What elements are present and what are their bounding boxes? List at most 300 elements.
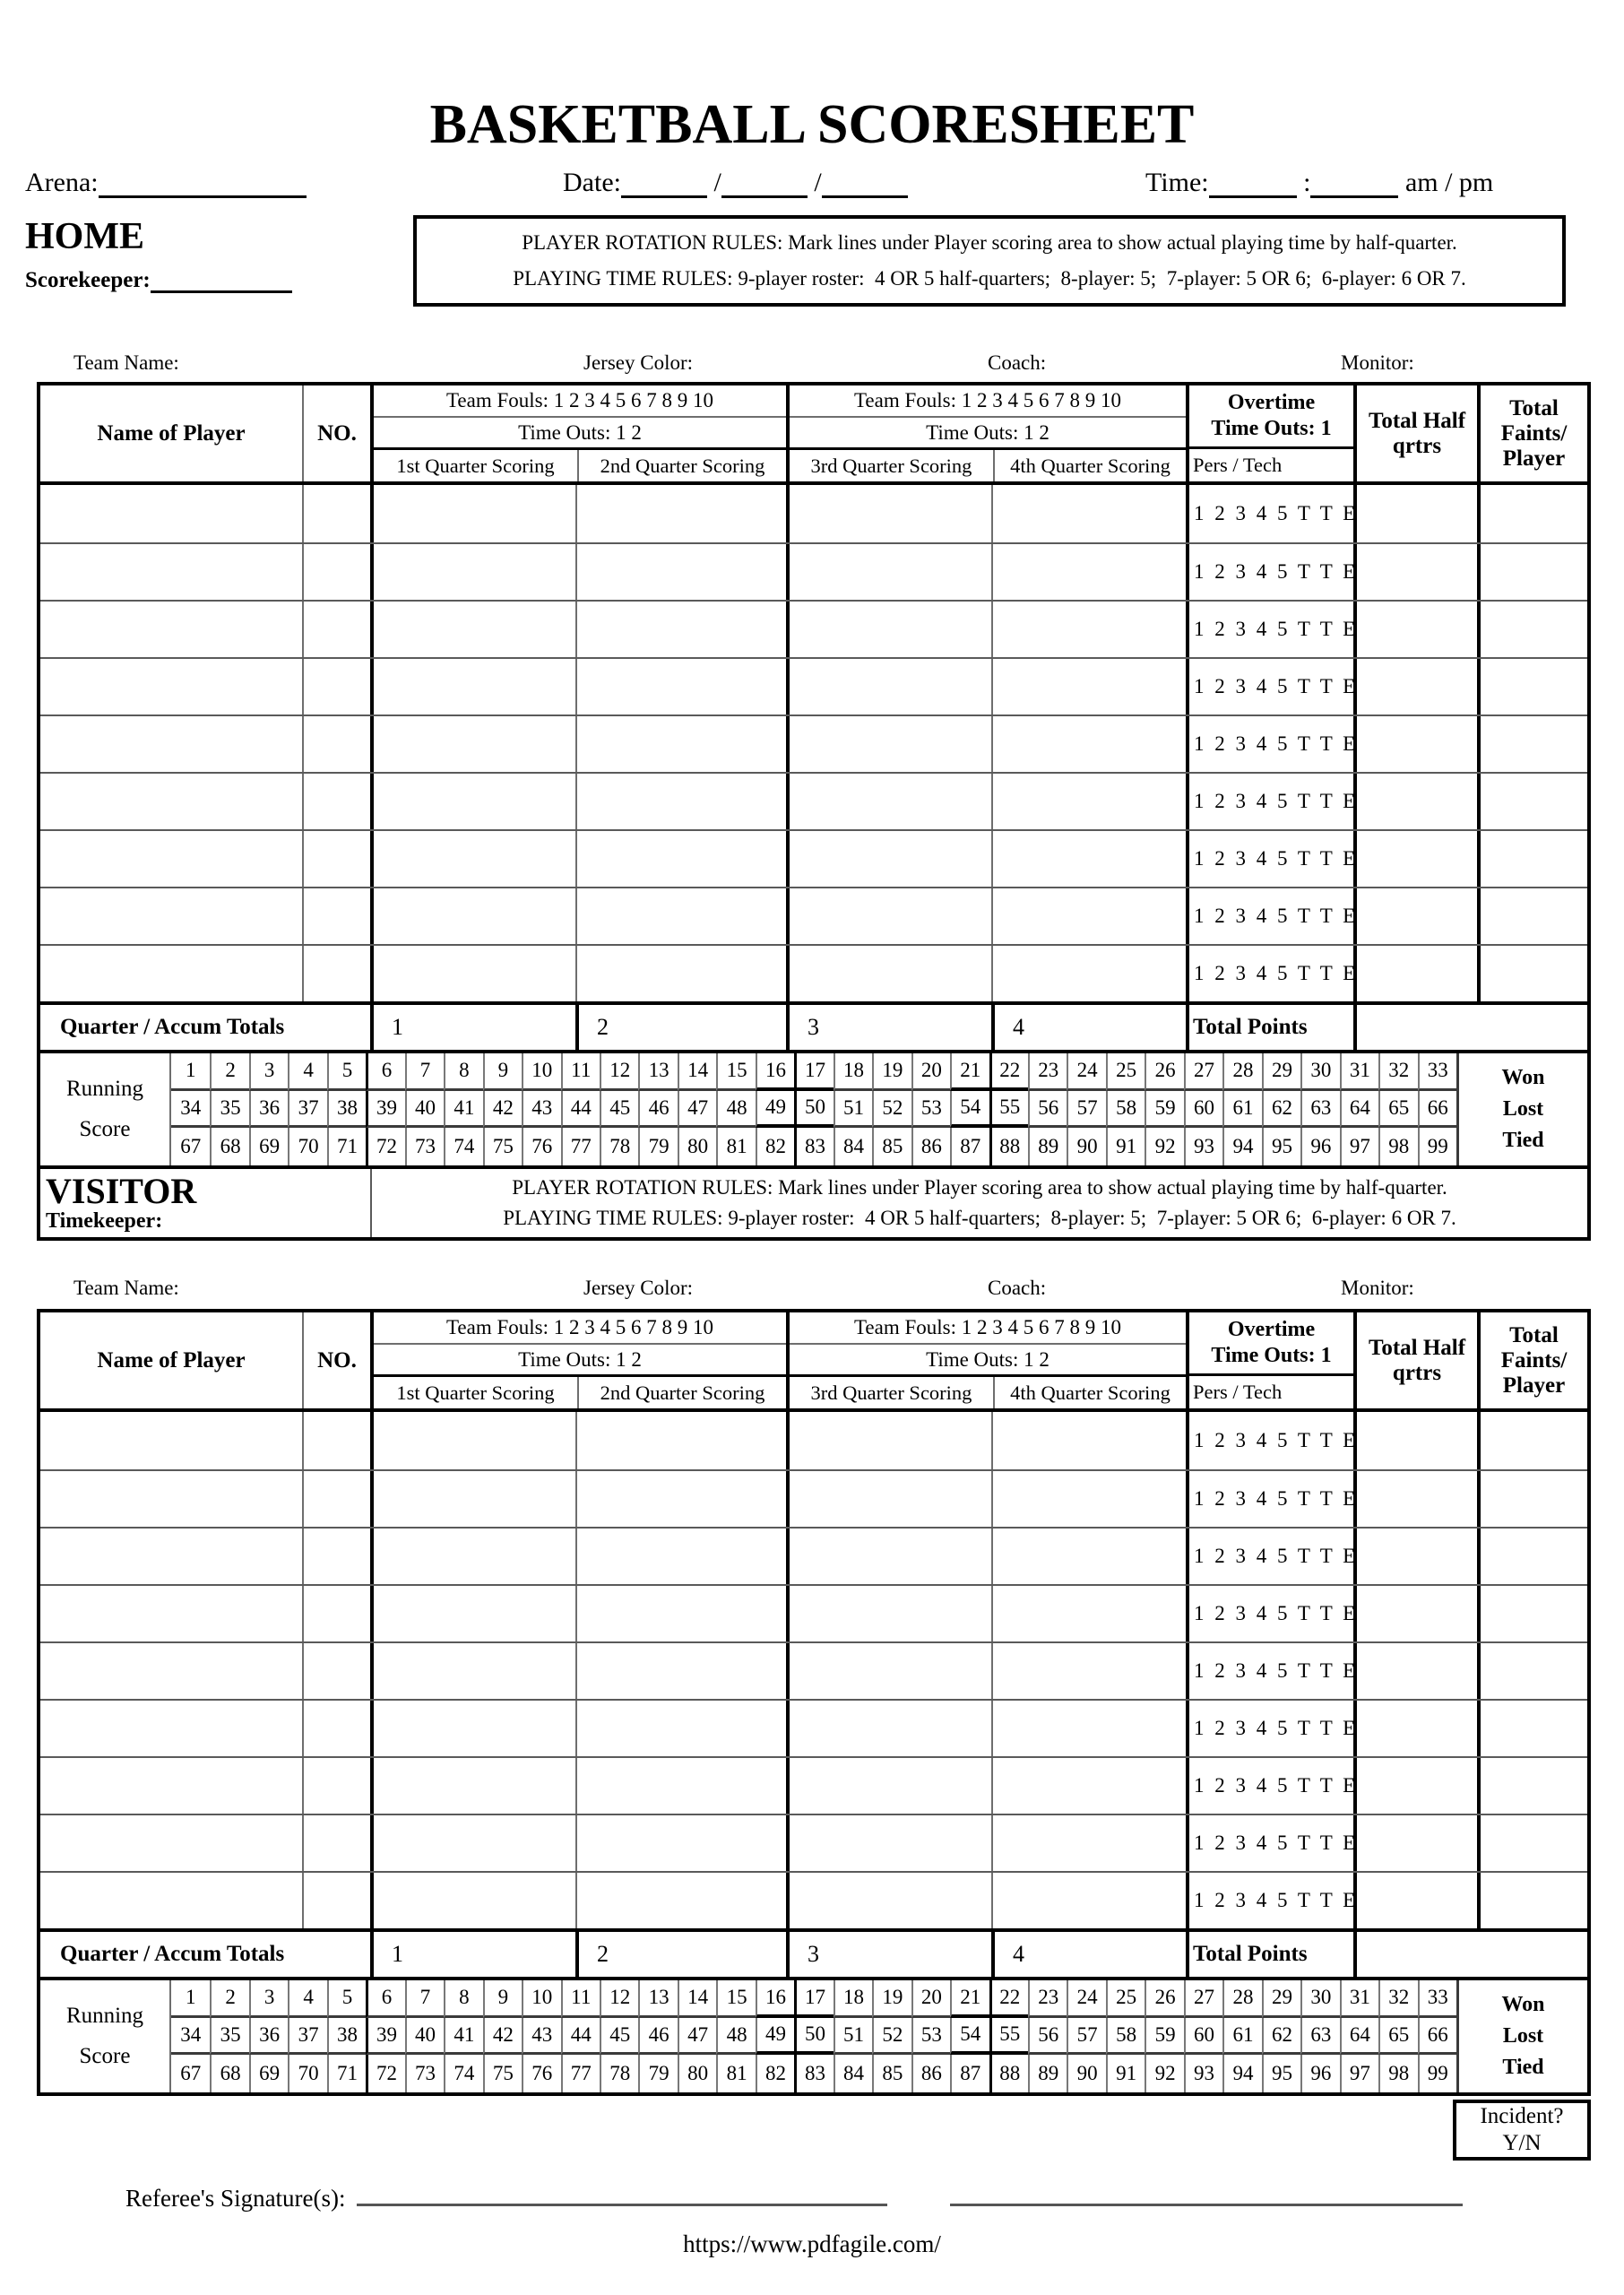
date-month-input[interactable] — [621, 167, 707, 198]
pers-tech-cell[interactable]: 1 2 3 4 5 T T E — [1186, 831, 1353, 887]
running-score-cell[interactable]: 60 — [1184, 1091, 1222, 1129]
q4-scoring-cell[interactable] — [991, 1758, 1186, 1814]
q3-scoring-cell[interactable] — [786, 1529, 991, 1584]
running-score-cell[interactable]: 40 — [405, 1091, 444, 1129]
player-name-cell[interactable] — [40, 1701, 302, 1756]
running-score-cell[interactable]: 78 — [600, 1128, 638, 1165]
running-score-cell[interactable]: 93 — [1184, 1128, 1222, 1165]
q4-scoring-cell[interactable] — [991, 1873, 1186, 1928]
total-half-cell[interactable] — [1353, 774, 1477, 829]
running-score-cell[interactable]: 44 — [561, 2018, 600, 2056]
running-score-cell[interactable]: 33 — [1418, 1053, 1456, 1091]
q2-scoring-cell[interactable] — [575, 716, 786, 772]
incident-yn-label[interactable]: Y/N — [1502, 2130, 1542, 2155]
player-number-cell[interactable] — [302, 1586, 370, 1641]
q1-scoring-cell[interactable] — [370, 1529, 575, 1584]
total-half-cell[interactable] — [1353, 1471, 1477, 1527]
running-score-cell[interactable]: 43 — [522, 1091, 560, 1129]
running-score-cell[interactable]: 76 — [522, 1128, 560, 1165]
q3-scoring-cell[interactable] — [786, 1815, 991, 1871]
q1-scoring-cell[interactable] — [370, 774, 575, 829]
pers-tech-cell[interactable]: 1 2 3 4 5 T T E — [1186, 1471, 1353, 1527]
pers-tech-cell[interactable]: 1 2 3 4 5 T T E — [1186, 1815, 1353, 1871]
running-score-cell[interactable]: 72 — [366, 1128, 404, 1165]
q2-total-cell[interactable]: 2 — [575, 1932, 786, 1977]
running-score-cell[interactable]: 21 — [950, 1053, 989, 1091]
player-name-cell[interactable] — [40, 1586, 302, 1641]
date-year-input[interactable] — [822, 167, 908, 198]
q4-scoring-cell[interactable] — [991, 716, 1186, 772]
tied-label[interactable]: Tied — [1502, 2056, 1544, 2079]
total-faints-cell[interactable] — [1477, 1586, 1587, 1641]
time-hour-input[interactable] — [1209, 167, 1297, 198]
running-score-cell[interactable]: 2 — [210, 1053, 248, 1091]
running-score-cell[interactable]: 25 — [1106, 1980, 1145, 2018]
running-score-cell[interactable]: 45 — [600, 2018, 638, 2056]
running-score-cell[interactable]: 40 — [405, 2018, 444, 2056]
running-score-cell[interactable]: 81 — [716, 1128, 755, 1165]
q4-total-cell[interactable]: 4 — [991, 1932, 1186, 1977]
running-score-cell[interactable]: 54 — [950, 1091, 989, 1129]
q2-scoring-cell[interactable] — [575, 544, 786, 600]
running-score-cell[interactable]: 50 — [794, 1091, 833, 1129]
pers-tech-cell[interactable]: 1 2 3 4 5 T T E — [1186, 1873, 1353, 1928]
q1-scoring-cell[interactable] — [370, 1586, 575, 1641]
running-score-cell[interactable]: 8 — [444, 1053, 482, 1091]
running-score-cell[interactable]: 78 — [600, 2055, 638, 2092]
running-score-cell[interactable]: 61 — [1222, 1091, 1261, 1129]
running-score-cell[interactable]: 44 — [561, 1091, 600, 1129]
pers-tech-cell[interactable]: 1 2 3 4 5 T T E — [1186, 485, 1353, 542]
player-number-cell[interactable] — [302, 716, 370, 772]
running-score-cell[interactable]: 72 — [366, 2055, 404, 2092]
running-score-cell[interactable]: 19 — [872, 1053, 911, 1091]
total-faints-cell[interactable] — [1477, 1529, 1587, 1584]
q4-scoring-cell[interactable] — [991, 1586, 1186, 1641]
running-score-cell[interactable]: 95 — [1262, 1128, 1300, 1165]
player-name-cell[interactable] — [40, 544, 302, 600]
running-score-cell[interactable]: 94 — [1222, 1128, 1261, 1165]
running-score-cell[interactable]: 51 — [834, 2018, 872, 2056]
total-half-cell[interactable] — [1353, 1529, 1477, 1584]
total-faints-cell[interactable] — [1477, 1412, 1587, 1469]
q3-scoring-cell[interactable] — [786, 1873, 991, 1928]
player-name-cell[interactable] — [40, 1815, 302, 1871]
running-score-cell[interactable]: 20 — [911, 1053, 950, 1091]
player-number-cell[interactable] — [302, 946, 370, 1001]
q4-scoring-cell[interactable] — [991, 888, 1186, 944]
q3-scoring-cell[interactable] — [786, 1701, 991, 1756]
q2-scoring-cell[interactable] — [575, 774, 786, 829]
player-name-cell[interactable] — [40, 716, 302, 772]
running-score-cell[interactable]: 14 — [678, 1980, 716, 2018]
running-score-cell[interactable]: 12 — [600, 1980, 638, 2018]
q3-scoring-cell[interactable] — [786, 485, 991, 542]
running-score-cell[interactable]: 52 — [872, 1091, 911, 1129]
running-score-cell[interactable]: 20 — [911, 1980, 950, 2018]
total-half-cell[interactable] — [1353, 602, 1477, 657]
running-score-cell[interactable]: 57 — [1067, 2018, 1105, 2056]
running-score-cell[interactable]: 38 — [327, 1091, 366, 1129]
total-faints-cell[interactable] — [1477, 659, 1587, 714]
running-score-cell[interactable]: 52 — [872, 2018, 911, 2056]
running-score-cell[interactable]: 64 — [1340, 2018, 1378, 2056]
player-number-cell[interactable] — [302, 774, 370, 829]
running-score-cell[interactable]: 10 — [522, 1980, 560, 2018]
running-score-cell[interactable]: 27 — [1184, 1980, 1222, 2018]
running-score-cell[interactable]: 24 — [1067, 1053, 1105, 1091]
q2-scoring-cell[interactable] — [575, 1586, 786, 1641]
running-score-cell[interactable]: 82 — [756, 1128, 794, 1165]
q3-scoring-cell[interactable] — [786, 1758, 991, 1814]
pers-tech-cell[interactable]: 1 2 3 4 5 T T E — [1186, 716, 1353, 772]
running-score-cell[interactable]: 71 — [327, 1128, 366, 1165]
pers-tech-cell[interactable]: 1 2 3 4 5 T T E — [1186, 544, 1353, 600]
running-score-cell[interactable]: 68 — [210, 1128, 248, 1165]
total-points-cell[interactable] — [1353, 1932, 1587, 1977]
total-half-cell[interactable] — [1353, 1815, 1477, 1871]
running-score-cell[interactable]: 93 — [1184, 2055, 1222, 2092]
running-score-cell[interactable]: 43 — [522, 2018, 560, 2056]
running-score-cell[interactable]: 19 — [872, 1980, 911, 2018]
running-score-cell[interactable]: 96 — [1300, 2055, 1339, 2092]
running-score-cell[interactable]: 18 — [834, 1053, 872, 1091]
running-score-cell[interactable]: 50 — [794, 2018, 833, 2056]
running-score-cell[interactable]: 98 — [1378, 1128, 1417, 1165]
player-number-cell[interactable] — [302, 1412, 370, 1469]
q2-scoring-cell[interactable] — [575, 659, 786, 714]
running-score-cell[interactable]: 31 — [1340, 1980, 1378, 2018]
player-name-cell[interactable] — [40, 602, 302, 657]
q1-scoring-cell[interactable] — [370, 602, 575, 657]
running-score-cell[interactable]: 89 — [1028, 2055, 1067, 2092]
q3-scoring-cell[interactable] — [786, 831, 991, 887]
running-score-cell[interactable]: 66 — [1418, 2018, 1456, 2056]
pers-tech-cell[interactable]: 1 2 3 4 5 T T E — [1186, 1701, 1353, 1756]
running-score-cell[interactable]: 75 — [483, 1128, 522, 1165]
running-score-cell[interactable]: 11 — [561, 1980, 600, 2018]
running-score-cell[interactable]: 34 — [171, 1091, 210, 1129]
running-score-cell[interactable]: 80 — [678, 1128, 716, 1165]
running-score-cell[interactable]: 98 — [1378, 2055, 1417, 2092]
q3-scoring-cell[interactable] — [786, 1412, 991, 1469]
running-score-cell[interactable]: 99 — [1418, 2055, 1456, 2092]
q4-scoring-cell[interactable] — [991, 1529, 1186, 1584]
running-score-cell[interactable]: 39 — [366, 2018, 404, 2056]
running-score-cell[interactable]: 32 — [1378, 1980, 1417, 2018]
running-score-cell[interactable]: 23 — [1028, 1980, 1067, 2018]
total-half-cell[interactable] — [1353, 544, 1477, 600]
running-score-cell[interactable]: 84 — [834, 1128, 872, 1165]
player-number-cell[interactable] — [302, 1758, 370, 1814]
player-number-cell[interactable] — [302, 659, 370, 714]
running-score-cell[interactable]: 69 — [249, 1128, 288, 1165]
running-score-cell[interactable]: 65 — [1378, 2018, 1417, 2056]
player-name-cell[interactable] — [40, 831, 302, 887]
player-name-cell[interactable] — [40, 659, 302, 714]
running-score-cell[interactable]: 29 — [1262, 1980, 1300, 2018]
running-score-cell[interactable]: 6 — [366, 1980, 404, 2018]
player-name-cell[interactable] — [40, 1529, 302, 1584]
q1-scoring-cell[interactable] — [370, 659, 575, 714]
pers-tech-cell[interactable]: 1 2 3 4 5 T T E — [1186, 1586, 1353, 1641]
q2-scoring-cell[interactable] — [575, 1412, 786, 1469]
running-score-cell[interactable]: 22 — [989, 1980, 1028, 2018]
running-score-cell[interactable]: 38 — [327, 2018, 366, 2056]
q2-scoring-cell[interactable] — [575, 946, 786, 1001]
running-score-cell[interactable]: 60 — [1184, 2018, 1222, 2056]
running-score-cell[interactable]: 8 — [444, 1980, 482, 2018]
q2-scoring-cell[interactable] — [575, 1701, 786, 1756]
player-name-cell[interactable] — [40, 1758, 302, 1814]
q1-scoring-cell[interactable] — [370, 485, 575, 542]
running-score-cell[interactable]: 76 — [522, 2055, 560, 2092]
running-score-cell[interactable]: 83 — [794, 1128, 833, 1165]
date-day-input[interactable] — [721, 167, 808, 198]
running-score-cell[interactable]: 9 — [483, 1980, 522, 2018]
running-score-cell[interactable]: 58 — [1106, 1091, 1145, 1129]
q4-scoring-cell[interactable] — [991, 831, 1186, 887]
pers-tech-cell[interactable]: 1 2 3 4 5 T T E — [1186, 1412, 1353, 1469]
player-number-cell[interactable] — [302, 1815, 370, 1871]
running-score-cell[interactable]: 41 — [444, 1091, 482, 1129]
q4-scoring-cell[interactable] — [991, 1701, 1186, 1756]
running-score-cell[interactable]: 5 — [327, 1053, 366, 1091]
running-score-cell[interactable]: 67 — [180, 2062, 202, 2085]
total-faints-cell[interactable] — [1477, 602, 1587, 657]
running-score-cell[interactable]: 30 — [1300, 1053, 1339, 1091]
running-score-cell[interactable]: 80 — [678, 2055, 716, 2092]
running-score-cell[interactable]: 92 — [1145, 2055, 1183, 2092]
total-faints-cell[interactable] — [1477, 1701, 1587, 1756]
running-score-cell[interactable]: 1 — [171, 1980, 210, 2018]
pers-tech-cell[interactable]: 1 2 3 4 5 T T E — [1186, 1758, 1353, 1814]
pers-tech-cell[interactable]: 1 2 3 4 5 T T E — [1186, 946, 1353, 1001]
running-score-cell[interactable]: 77 — [561, 1128, 600, 1165]
player-number-cell[interactable] — [302, 831, 370, 887]
running-score-cell[interactable]: 62 — [1262, 1091, 1300, 1129]
running-score-cell[interactable]: 15 — [716, 1980, 755, 2018]
q1-scoring-cell[interactable] — [370, 1701, 575, 1756]
running-score-cell[interactable]: 28 — [1222, 1980, 1261, 2018]
running-score-cell[interactable]: 73 — [405, 2055, 444, 2092]
running-score-cell[interactable]: 15 — [716, 1053, 755, 1091]
q4-scoring-cell[interactable] — [991, 659, 1186, 714]
total-faints-cell[interactable] — [1477, 1758, 1587, 1814]
running-score-cell[interactable]: 1 — [171, 1053, 210, 1091]
running-score-cell[interactable]: 73 — [405, 1128, 444, 1165]
total-faints-cell[interactable] — [1477, 1873, 1587, 1928]
running-score-cell[interactable]: 46 — [638, 2018, 677, 2056]
total-half-cell[interactable] — [1353, 1701, 1477, 1756]
running-score-cell[interactable]: 47 — [678, 1091, 716, 1129]
running-score-cell[interactable]: 83 — [794, 2055, 833, 2092]
running-score-cell[interactable]: 86 — [911, 2055, 950, 2092]
player-name-cell[interactable] — [40, 946, 302, 1001]
running-score-cell[interactable]: 63 — [1300, 2018, 1339, 2056]
total-faints-cell[interactable] — [1477, 1471, 1587, 1527]
q3-scoring-cell[interactable] — [786, 716, 991, 772]
q2-scoring-cell[interactable] — [575, 1643, 786, 1699]
pers-tech-cell[interactable]: 1 2 3 4 5 T T E — [1186, 1643, 1353, 1699]
q3-scoring-cell[interactable] — [786, 946, 991, 1001]
running-score-cell[interactable]: 87 — [950, 2055, 989, 2092]
running-score-cell[interactable]: 88 — [989, 1128, 1028, 1165]
total-faints-cell[interactable] — [1477, 485, 1587, 542]
running-score-cell[interactable]: 91 — [1106, 2055, 1145, 2092]
running-score-cell[interactable]: 4 — [288, 1053, 326, 1091]
running-score-cell[interactable]: 56 — [1028, 2018, 1067, 2056]
q3-scoring-cell[interactable] — [786, 602, 991, 657]
running-score-cell[interactable]: 63 — [1300, 1091, 1339, 1129]
player-name-cell[interactable] — [40, 1471, 302, 1527]
running-score-cell[interactable]: 6 — [366, 1053, 404, 1091]
running-score-cell[interactable]: 53 — [911, 2018, 950, 2056]
running-score-cell[interactable]: 13 — [638, 1980, 677, 2018]
q2-scoring-cell[interactable] — [575, 602, 786, 657]
total-half-cell[interactable] — [1353, 659, 1477, 714]
total-points-cell[interactable] — [1353, 1005, 1587, 1050]
running-score-cell[interactable]: 96 — [1300, 1128, 1339, 1165]
running-score-cell[interactable]: 4 — [288, 1980, 326, 2018]
running-score-cell[interactable]: 71 — [327, 2055, 366, 2092]
total-half-cell[interactable] — [1353, 485, 1477, 542]
running-score-cell[interactable]: 90 — [1067, 2055, 1105, 2092]
player-number-cell[interactable] — [302, 544, 370, 600]
running-score-cell[interactable]: 79 — [638, 2055, 677, 2092]
running-score-cell[interactable]: 90 — [1067, 1128, 1105, 1165]
running-score-cell[interactable]: 70 — [288, 1128, 326, 1165]
total-faints-cell[interactable] — [1477, 946, 1587, 1001]
player-name-cell[interactable] — [40, 485, 302, 542]
player-number-cell[interactable] — [302, 485, 370, 542]
total-half-cell[interactable] — [1353, 1586, 1477, 1641]
player-name-cell[interactable] — [40, 1873, 302, 1928]
q3-scoring-cell[interactable] — [786, 774, 991, 829]
won-label[interactable]: Won — [1501, 1066, 1545, 1089]
running-score-cell[interactable]: 89 — [1028, 1128, 1067, 1165]
running-score-cell[interactable]: 42 — [483, 1091, 522, 1129]
running-score-cell[interactable]: 97 — [1340, 1128, 1378, 1165]
running-score-cell[interactable]: 74 — [444, 1128, 482, 1165]
running-score-cell[interactable]: 14 — [678, 1053, 716, 1091]
running-score-cell[interactable]: 41 — [444, 2018, 482, 2056]
running-score-cell[interactable]: 54 — [950, 2018, 989, 2056]
player-number-cell[interactable] — [302, 888, 370, 944]
q3-scoring-cell[interactable] — [786, 1471, 991, 1527]
q2-total-cell[interactable]: 2 — [575, 1005, 786, 1050]
running-score-cell[interactable]: 51 — [834, 1091, 872, 1129]
running-score-cell[interactable]: 86 — [911, 1128, 950, 1165]
q2-scoring-cell[interactable] — [575, 888, 786, 944]
running-score-cell[interactable]: 85 — [872, 1128, 911, 1165]
lost-label[interactable]: Lost — [1502, 1097, 1544, 1121]
running-score-cell[interactable]: 29 — [1262, 1053, 1300, 1091]
q4-scoring-cell[interactable] — [991, 544, 1186, 600]
running-score-cell[interactable]: 59 — [1145, 2018, 1183, 2056]
running-score-cell[interactable]: 95 — [1262, 2055, 1300, 2092]
q2-scoring-cell[interactable] — [575, 1471, 786, 1527]
running-score-cell[interactable]: 2 — [210, 1980, 248, 2018]
player-name-cell[interactable] — [40, 888, 302, 944]
q3-scoring-cell[interactable] — [786, 888, 991, 944]
q2-scoring-cell[interactable] — [575, 1758, 786, 1814]
referee-signature-input-2[interactable] — [950, 2177, 1463, 2206]
total-half-cell[interactable] — [1353, 1758, 1477, 1814]
running-score-cell[interactable]: 34 — [171, 2018, 210, 2056]
running-score-cell[interactable]: 82 — [756, 2055, 794, 2092]
pers-tech-cell[interactable]: 1 2 3 4 5 T T E — [1186, 888, 1353, 944]
running-score-cell[interactable]: 68 — [210, 2055, 248, 2092]
q4-scoring-cell[interactable] — [991, 774, 1186, 829]
running-score-cell[interactable]: 55 — [989, 2018, 1028, 2056]
running-score-cell[interactable]: 3 — [249, 1980, 288, 2018]
q4-scoring-cell[interactable] — [991, 1471, 1186, 1527]
running-score-cell[interactable]: 36 — [249, 2018, 288, 2056]
total-half-cell[interactable] — [1353, 716, 1477, 772]
running-score-cell[interactable]: 67 — [180, 1135, 202, 1158]
arena-input[interactable] — [99, 167, 307, 198]
running-score-cell[interactable]: 74 — [444, 2055, 482, 2092]
running-score-cell[interactable]: 35 — [210, 1091, 248, 1129]
running-score-cell[interactable]: 48 — [716, 2018, 755, 2056]
running-score-cell[interactable]: 28 — [1222, 1053, 1261, 1091]
total-faints-cell[interactable] — [1477, 544, 1587, 600]
running-score-cell[interactable]: 25 — [1106, 1053, 1145, 1091]
q1-scoring-cell[interactable] — [370, 1412, 575, 1469]
pers-tech-cell[interactable]: 1 2 3 4 5 T T E — [1186, 1529, 1353, 1584]
pers-tech-cell[interactable]: 1 2 3 4 5 T T E — [1186, 602, 1353, 657]
running-score-cell[interactable]: 10 — [522, 1053, 560, 1091]
running-score-cell[interactable]: 22 — [989, 1053, 1028, 1091]
running-score-cell[interactable]: 3 — [249, 1053, 288, 1091]
running-score-cell[interactable]: 85 — [872, 2055, 911, 2092]
q2-scoring-cell[interactable] — [575, 831, 786, 887]
q3-scoring-cell[interactable] — [786, 1586, 991, 1641]
q1-scoring-cell[interactable] — [370, 1758, 575, 1814]
running-score-cell[interactable]: 88 — [989, 2055, 1028, 2092]
q1-scoring-cell[interactable] — [370, 1643, 575, 1699]
q4-scoring-cell[interactable] — [991, 1412, 1186, 1469]
q1-scoring-cell[interactable] — [370, 716, 575, 772]
running-score-cell[interactable]: 65 — [1378, 1091, 1417, 1129]
total-half-cell[interactable] — [1353, 831, 1477, 887]
running-score-cell[interactable]: 18 — [834, 1980, 872, 2018]
lost-label[interactable]: Lost — [1502, 2024, 1544, 2048]
running-score-cell[interactable]: 59 — [1145, 1091, 1183, 1129]
running-score-cell[interactable]: 35 — [210, 2018, 248, 2056]
q1-scoring-cell[interactable] — [370, 831, 575, 887]
running-score-cell[interactable]: 49 — [756, 1091, 794, 1129]
q1-total-cell[interactable]: 1 — [370, 1932, 575, 1977]
q4-scoring-cell[interactable] — [991, 946, 1186, 1001]
pers-tech-cell[interactable]: 1 2 3 4 5 T T E — [1186, 659, 1353, 714]
q3-scoring-cell[interactable] — [786, 544, 991, 600]
total-half-cell[interactable] — [1353, 1873, 1477, 1928]
q3-total-cell[interactable]: 3 — [786, 1005, 991, 1050]
q4-scoring-cell[interactable] — [991, 1815, 1186, 1871]
running-score-cell[interactable]: 17 — [794, 1053, 833, 1091]
q1-scoring-cell[interactable] — [370, 1815, 575, 1871]
running-score-cell[interactable]: 37 — [288, 1091, 326, 1129]
player-name-cell[interactable] — [40, 1643, 302, 1699]
running-score-cell[interactable]: 56 — [1028, 1091, 1067, 1129]
running-score-cell[interactable]: 36 — [249, 1091, 288, 1129]
q4-scoring-cell[interactable] — [991, 1643, 1186, 1699]
running-score-cell[interactable]: 66 — [1418, 1091, 1456, 1129]
running-score-cell[interactable]: 46 — [638, 1091, 677, 1129]
referee-signature-input-1[interactable] — [357, 2177, 887, 2206]
